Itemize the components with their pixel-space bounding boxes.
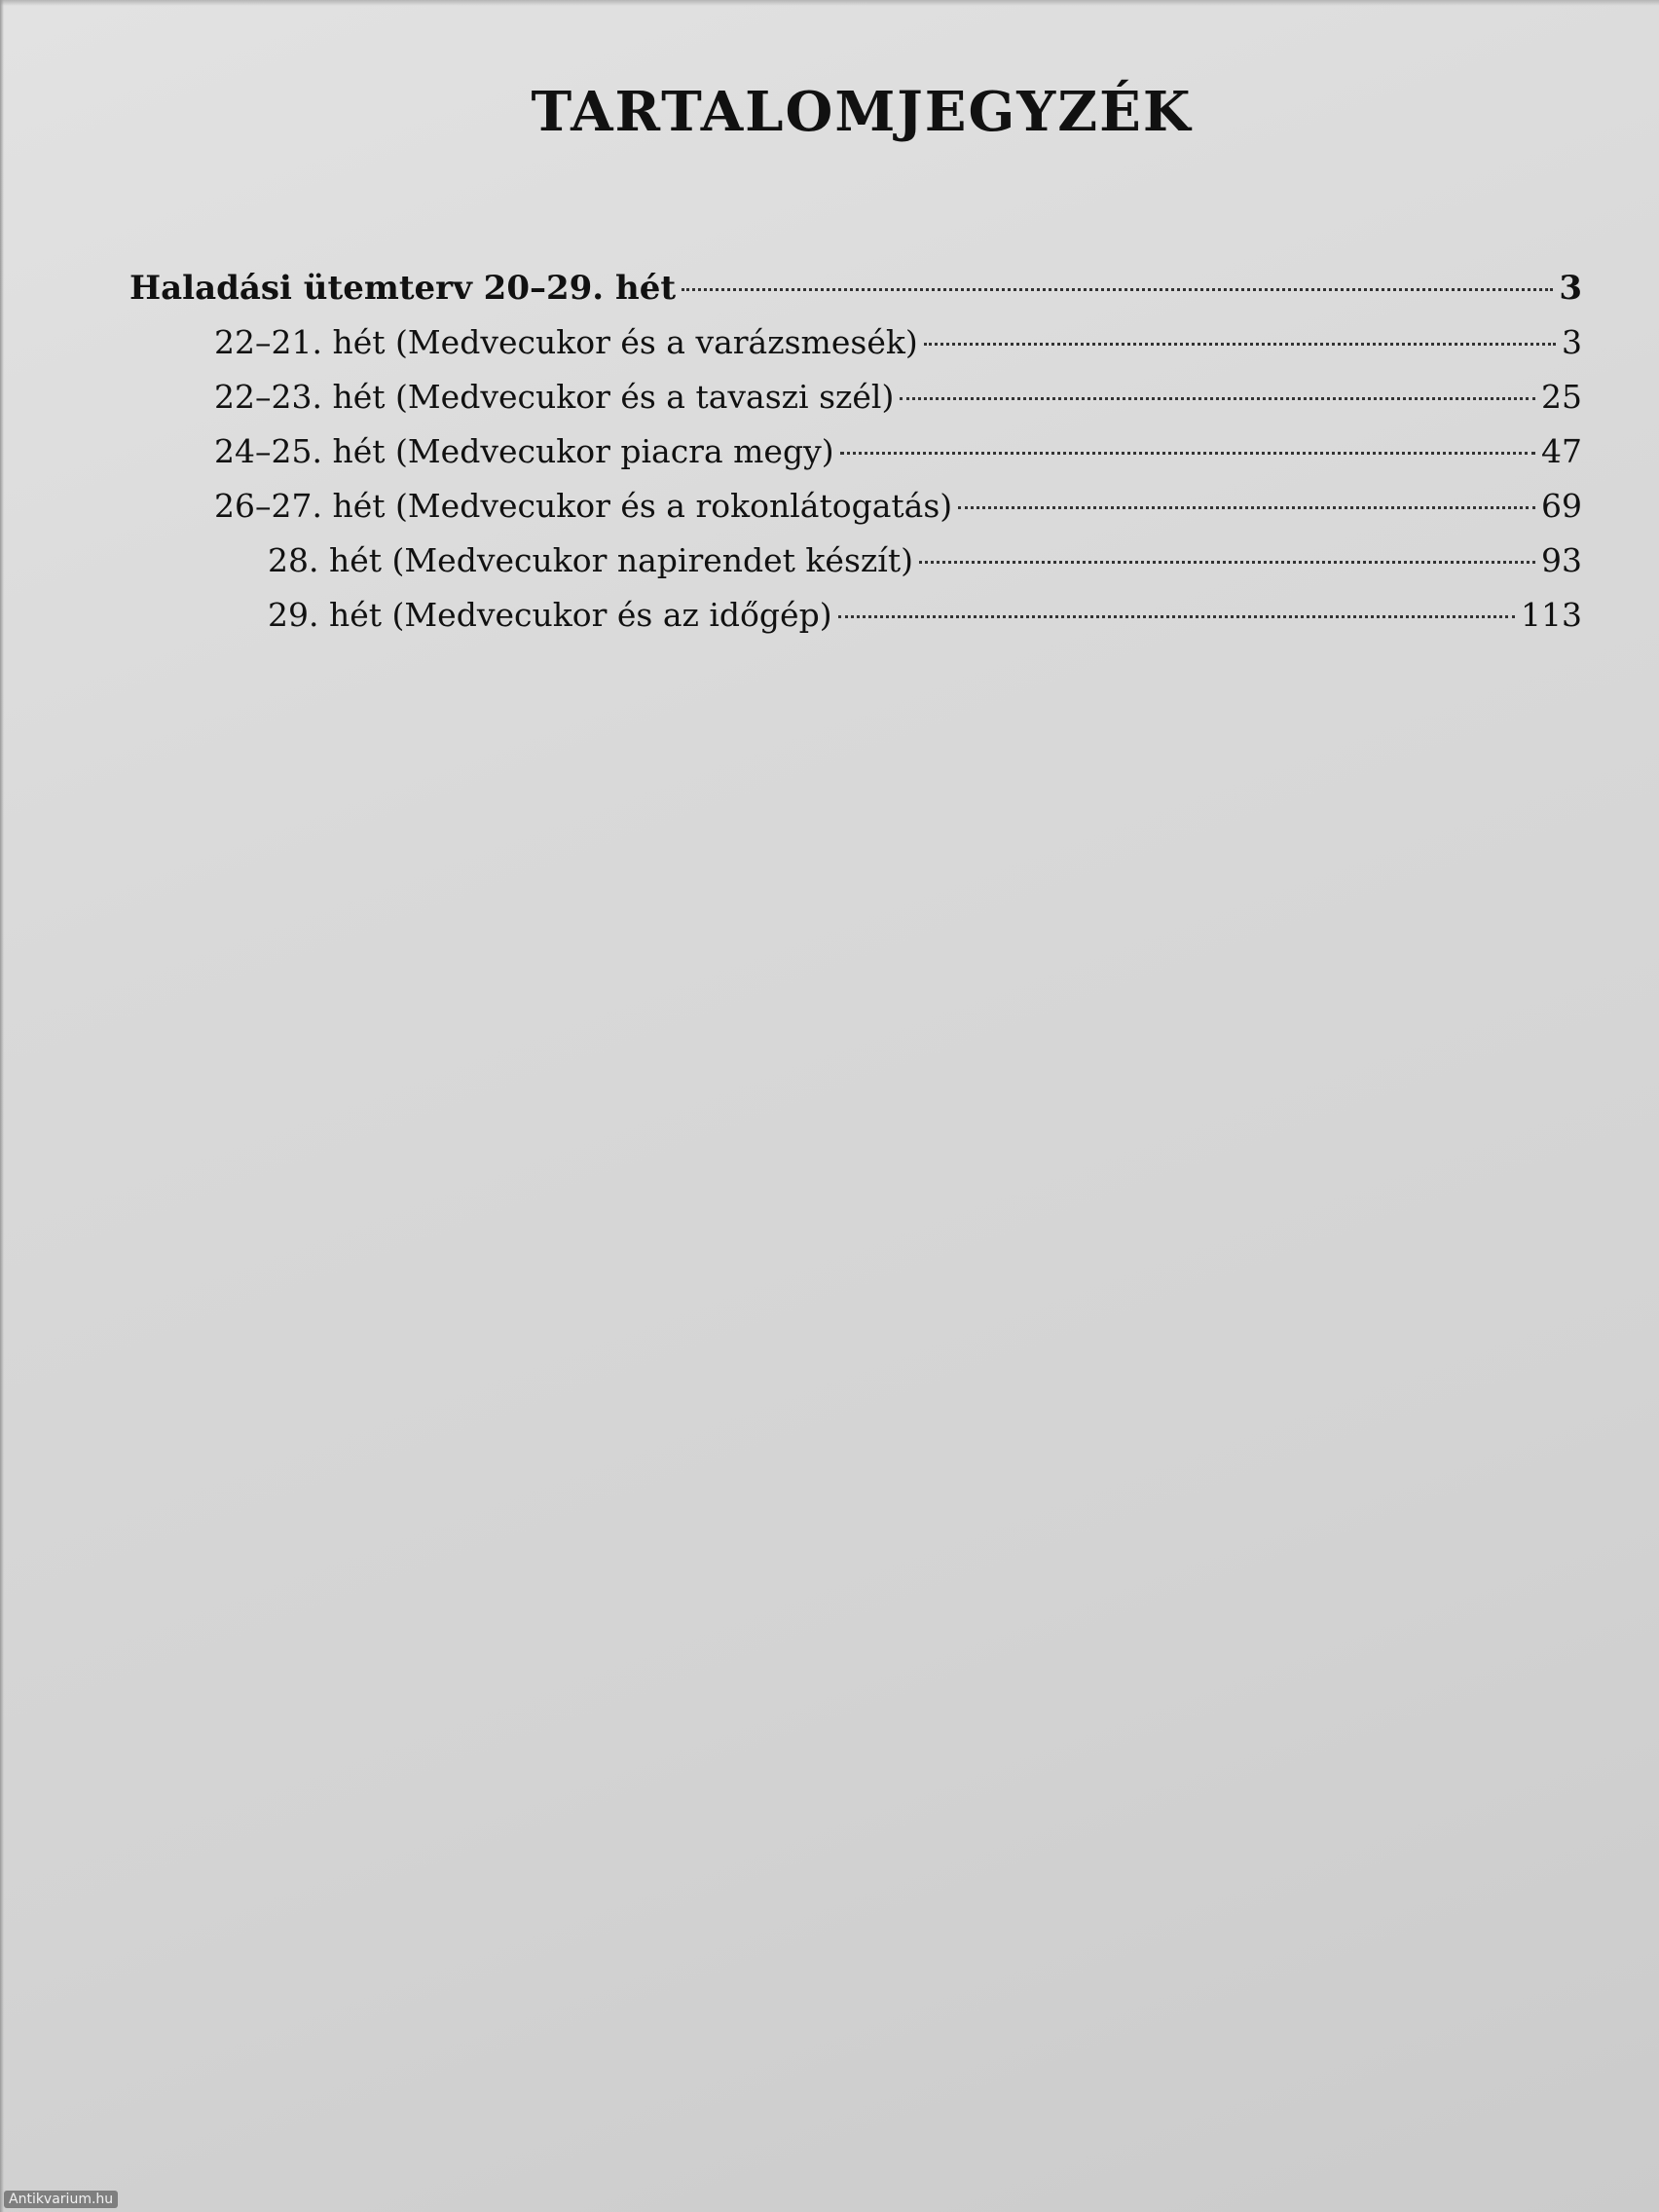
toc-entry	[214, 424, 1582, 479]
watermark: Antikvarium.hu	[4, 2191, 118, 2208]
toc-entry-main	[129, 261, 1582, 315]
toc-entry-page: 69	[1541, 487, 1582, 525]
dot-leader	[924, 343, 1556, 346]
dot-leader	[958, 506, 1535, 509]
toc-entry	[268, 588, 1582, 643]
page-title: TARTALOMJEGYZÉK	[531, 80, 1193, 144]
toc-entry-label: 22–23. hét (Medvecukor és a tavaszi szél)	[214, 378, 895, 416]
toc-entry-label: 29. hét (Medvecukor és az időgép)	[268, 596, 832, 634]
toc-entry-page: 113	[1521, 596, 1582, 634]
toc-entry-label: 22–21. hét (Medvecukor és a varázsmesék)	[214, 323, 918, 361]
toc-entry-page: 3	[1559, 269, 1582, 308]
page-top-edge	[0, 0, 1659, 6]
toc-entry	[214, 479, 1582, 534]
toc-entry-label: Haladási ütemterv 20–29. hét	[129, 269, 677, 308]
toc-entry-page: 93	[1541, 541, 1582, 579]
dot-leader	[919, 561, 1535, 564]
dot-leader	[900, 397, 1535, 400]
toc-entry-label: 26–27. hét (Medvecukor és a rokonlátogatás)	[214, 487, 953, 525]
toc-entry-page: 3	[1562, 323, 1582, 361]
dot-leader	[838, 615, 1515, 618]
toc-entry-label: 28. hét (Medvecukor napirendet készít)	[268, 541, 913, 579]
dot-leader	[840, 452, 1535, 455]
toc-entry	[214, 370, 1582, 424]
toc-entry-label: 24–25. hét (Medvecukor piacra megy)	[214, 432, 834, 470]
page-left-edge	[0, 0, 4, 2212]
toc-entry	[268, 534, 1582, 588]
dot-leader	[682, 288, 1553, 291]
toc-entry	[214, 315, 1582, 370]
toc-entry-page: 25	[1541, 378, 1582, 416]
toc-entry-page: 47	[1541, 432, 1582, 470]
